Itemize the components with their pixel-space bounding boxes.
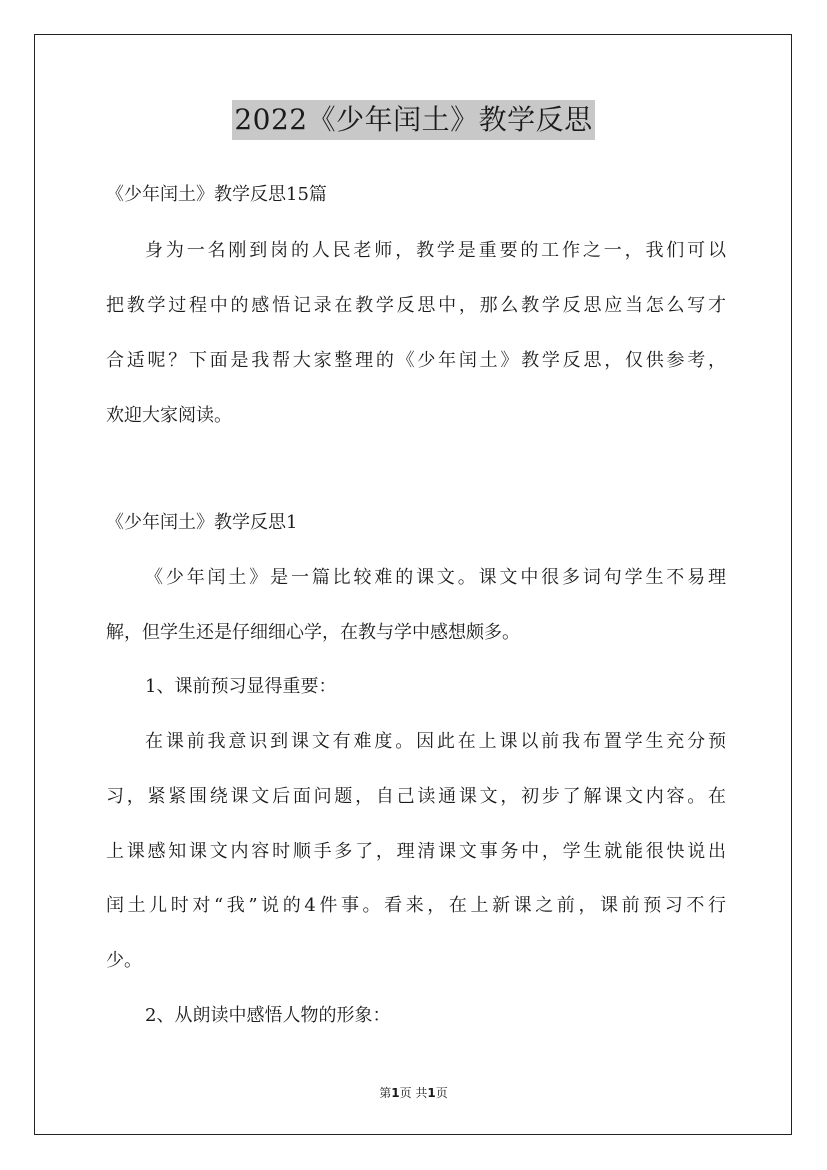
- point-1-heading: 1、课前预习显得重要：: [145, 676, 337, 697]
- para2-line-3: 上课感知课文内容时顺手多了，理清课文事务中，学生就能很快说出: [106, 841, 726, 862]
- intro-line-2: 把教学过程中的感悟记录在教学反思中，那么教学反思应当怎么写才: [106, 295, 726, 316]
- document-title: 2022《少年闰土》教学反思: [232, 100, 594, 140]
- footer-mid: 页 共: [399, 1086, 428, 1100]
- para2-line-4: 闰土儿时对“我”说的4件事。看来，在上新课之前，课前预习不行: [106, 895, 726, 916]
- footer-prefix: 第: [379, 1086, 392, 1100]
- subtitle: 《少年闰土》教学反思15篇: [106, 184, 327, 205]
- para2-line-5: 少。: [106, 950, 142, 971]
- intro-line-4: 欢迎大家阅读。: [106, 405, 232, 426]
- footer-page-number: 1: [391, 1086, 400, 1100]
- page-footer: [0, 1084, 827, 1102]
- para2-line-1: 在课前我意识到课文有难度。因此在上课以前我布置学生充分预: [145, 731, 726, 752]
- footer-suffix: 页: [435, 1086, 448, 1100]
- para1-line-2: 解，但学生还是仔细细心学，在教与学中感想颇多。: [106, 622, 520, 643]
- section-heading: 《少年闰土》教学反思1: [106, 512, 298, 533]
- footer-page-total: 1: [427, 1086, 436, 1100]
- intro-line-1: 身为一名刚到岗的人民老师，教学是重要的工作之一，我们可以: [145, 240, 726, 261]
- para2-line-2: 习，紧紧围绕课文后面问题，自己读通课文，初步了解课文内容。在: [106, 786, 726, 807]
- intro-line-3: 合适呢？下面是我帮大家整理的《少年闰土》教学反思，仅供参考，: [106, 350, 726, 371]
- para1-line-1: 《少年闰土》是一篇比较难的课文。课文中很多词句学生不易理: [145, 567, 726, 588]
- title-wrap: [0, 100, 827, 140]
- point-2-heading: 2、从朗读中感悟人物的形象：: [145, 1005, 391, 1026]
